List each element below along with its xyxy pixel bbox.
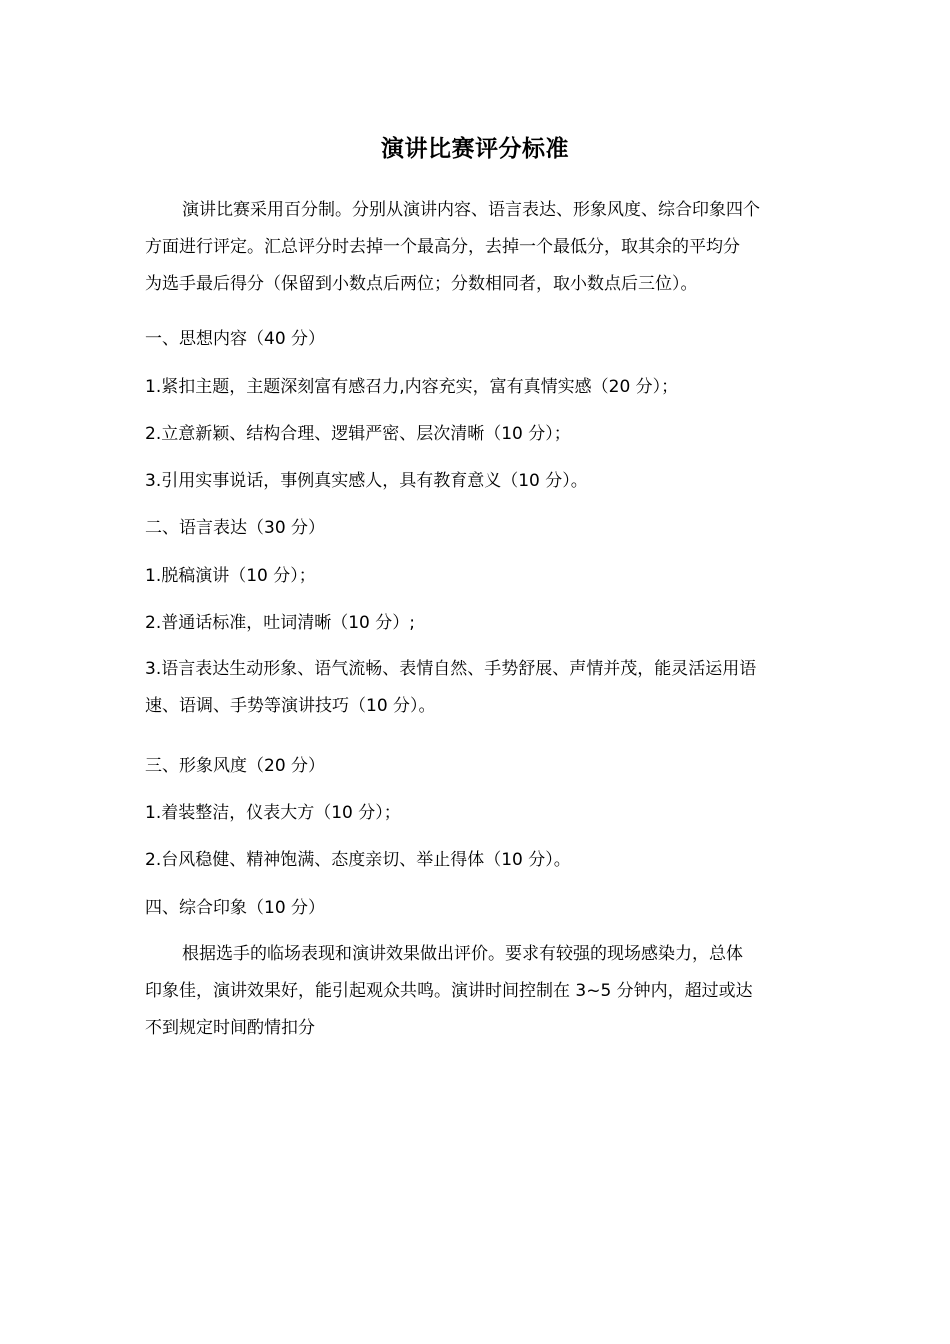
section-heading-content: 一、思想内容（40 分） <box>145 329 326 349</box>
list-item: 2.台风稳健、精神饱满、态度亲切、举止得体（10 分）。 <box>145 850 571 870</box>
intro-line: 方面进行评定。汇总评分时去掉一个最高分，去掉一个最低分，取其余的平均分 <box>145 237 740 257</box>
list-item: 1.紧扣主题，主题深刻富有感召力,内容充实，富有真情实感（20 分）； <box>145 377 679 397</box>
list-item-multiline <box>145 651 810 725</box>
intro-line: 为选手最后得分（保留到小数点后两位；分数相同者，取小数点后三位）。 <box>145 274 698 294</box>
paragraph-line: 根据选手的临场表现和演讲效果做出评价。要求有较强的现场感染力，总体 <box>182 944 743 964</box>
paragraph-line: 印象佳，演讲效果好，能引起观众共鸣。演讲时间控制在 3~5 分钟内，超过或达 <box>145 981 753 1001</box>
list-item: 3.引用实事说话，事例真实感人，具有教育意义（10 分）。 <box>145 471 588 491</box>
impression-paragraph <box>145 936 810 1047</box>
list-item-line: 3.语言表达生动形象、语气流畅、表情自然、手势舒展、声情并茂，能灵活运用语 <box>145 659 757 679</box>
intro-paragraph <box>145 192 810 303</box>
document-title: 演讲比赛评分标准 <box>381 136 569 162</box>
list-item: 1.脱稿演讲（10 分）； <box>145 566 316 586</box>
list-item: 2.立意新颖、结构合理、逻辑严密、层次清晰（10 分）； <box>145 424 571 444</box>
list-item-line: 速、语调、手势等演讲技巧（10 分）。 <box>145 696 436 716</box>
list-item: 1.着装整洁，仪表大方（10 分）； <box>145 803 401 823</box>
intro-line: 演讲比赛采用百分制。分别从演讲内容、语言表达、形象风度、综合印象四个 <box>182 200 760 220</box>
section-heading-appearance: 三、形象风度（20 分） <box>145 756 326 776</box>
list-item: 2.普通话标准，吐词清晰（10 分）; <box>145 613 415 633</box>
section-heading-impression: 四、综合印象（10 分） <box>145 898 326 918</box>
paragraph-line: 不到规定时间酌情扣分 <box>145 1018 315 1038</box>
section-heading-language: 二、语言表达（30 分） <box>145 518 326 538</box>
